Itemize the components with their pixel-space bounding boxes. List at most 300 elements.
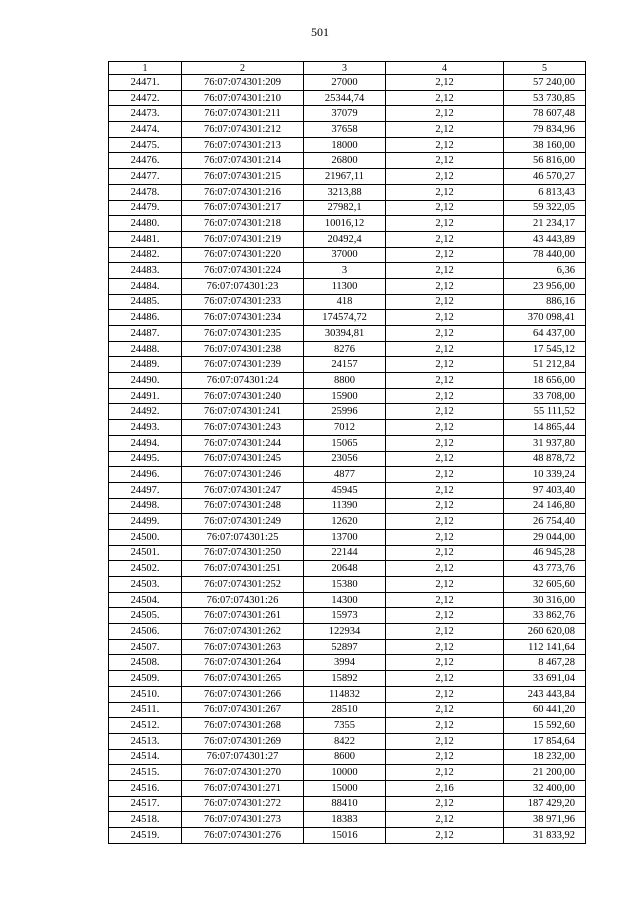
table-row [109,310,586,326]
table-row [109,718,586,734]
area-cell: 27000 [304,75,386,91]
table-row [109,184,586,200]
area-cell: 8800 [304,373,386,389]
area-cell: 37079 [304,106,386,122]
cadastral-number-cell: 76:07:074301:244 [182,435,304,451]
table-row [109,529,586,545]
area-cell: 12620 [304,514,386,530]
area-cell: 23056 [304,451,386,467]
cadastral-number-cell: 76:07:074301:239 [182,357,304,373]
cadastral-number-cell: 76:07:074301:217 [182,200,304,216]
rate-cell: 2,12 [386,451,504,467]
row-number-cell: 24499. [109,514,182,530]
table-row [109,733,586,749]
area-cell: 22144 [304,545,386,561]
amount-cell: 187 429,20 [504,796,586,812]
rate-cell: 2,12 [386,733,504,749]
rate-cell: 2,12 [386,373,504,389]
table-row [109,592,586,608]
amount-cell: 59 322,05 [504,200,586,216]
area-cell: 15016 [304,828,386,844]
cadastral-number-cell: 76:07:074301:219 [182,231,304,247]
amount-cell: 43 443,89 [504,231,586,247]
cadastral-number-cell: 76:07:074301:265 [182,671,304,687]
table-row [109,122,586,138]
row-number-cell: 24486. [109,310,182,326]
area-cell: 4877 [304,467,386,483]
amount-cell: 55 111,52 [504,404,586,420]
amount-cell: 46 570,27 [504,169,586,185]
area-cell: 88410 [304,796,386,812]
row-number-cell: 24473. [109,106,182,122]
rate-cell: 2,12 [386,749,504,765]
amount-cell: 29 044,00 [504,529,586,545]
row-number-cell: 24495. [109,451,182,467]
area-cell: 15000 [304,780,386,796]
cadastral-table [108,61,586,844]
cadastral-number-cell: 76:07:074301:224 [182,263,304,279]
table-row [109,655,586,671]
table-row [109,561,586,577]
rate-cell: 2,12 [386,765,504,781]
area-cell: 122934 [304,624,386,640]
amount-cell: 21 200,00 [504,765,586,781]
table-row [109,812,586,828]
row-number-cell: 24519. [109,828,182,844]
amount-cell: 43 773,76 [504,561,586,577]
row-number-cell: 24494. [109,435,182,451]
table-body [109,75,586,844]
row-number-cell: 24512. [109,718,182,734]
area-cell: 114832 [304,686,386,702]
cadastral-number-cell: 76:07:074301:234 [182,310,304,326]
cadastral-number-cell: 76:07:074301:276 [182,828,304,844]
area-cell: 25344,74 [304,90,386,106]
cadastral-number-cell: 76:07:074301:247 [182,482,304,498]
amount-cell: 64 437,00 [504,326,586,342]
rate-cell: 2,12 [386,200,504,216]
cadastral-number-cell: 76:07:074301:25 [182,529,304,545]
cadastral-number-cell: 76:07:074301:24 [182,373,304,389]
rate-cell: 2,12 [386,577,504,593]
cadastral-number-cell: 76:07:074301:213 [182,137,304,153]
cadastral-number-cell: 76:07:074301:26 [182,592,304,608]
cadastral-number-cell: 76:07:074301:209 [182,75,304,91]
area-cell: 28510 [304,702,386,718]
table-row [109,263,586,279]
cadastral-number-cell: 76:07:074301:211 [182,106,304,122]
rate-cell: 2,12 [386,420,504,436]
row-number-cell: 24497. [109,482,182,498]
cadastral-number-cell: 76:07:074301:210 [182,90,304,106]
amount-cell: 46 945,28 [504,545,586,561]
amount-cell: 60 441,20 [504,702,586,718]
row-number-cell: 24488. [109,341,182,357]
amount-cell: 6,36 [504,263,586,279]
table-row [109,357,586,373]
table-row [109,404,586,420]
row-number-cell: 24503. [109,577,182,593]
area-cell: 15380 [304,577,386,593]
amount-cell: 23 956,00 [504,278,586,294]
cadastral-number-cell: 76:07:074301:272 [182,796,304,812]
row-number-cell: 24476. [109,153,182,169]
amount-cell: 57 240,00 [504,75,586,91]
amount-cell: 260 620,08 [504,624,586,640]
area-cell: 37000 [304,247,386,263]
rate-cell: 2,12 [386,169,504,185]
area-cell: 8422 [304,733,386,749]
amount-cell: 48 878,72 [504,451,586,467]
area-cell: 52897 [304,639,386,655]
cadastral-number-cell: 76:07:074301:233 [182,294,304,310]
area-cell: 8276 [304,341,386,357]
area-cell: 3213,88 [304,184,386,200]
table-row [109,639,586,655]
row-number-cell: 24474. [109,122,182,138]
area-cell: 18383 [304,812,386,828]
table-row [109,608,586,624]
table-row [109,577,586,593]
rate-cell: 2,12 [386,122,504,138]
rate-cell: 2,12 [386,75,504,91]
amount-cell: 17 545,12 [504,341,586,357]
table-row [109,796,586,812]
rate-cell: 2,12 [386,137,504,153]
area-cell: 18000 [304,137,386,153]
amount-cell: 370 098,41 [504,310,586,326]
area-cell: 21967,11 [304,169,386,185]
row-number-cell: 24483. [109,263,182,279]
rate-cell: 2,16 [386,780,504,796]
table-row [109,671,586,687]
cadastral-number-cell: 76:07:074301:243 [182,420,304,436]
row-number-cell: 24479. [109,200,182,216]
table-row [109,749,586,765]
area-cell: 27982,1 [304,200,386,216]
amount-cell: 33 708,00 [504,388,586,404]
rate-cell: 2,12 [386,482,504,498]
rate-cell: 2,12 [386,388,504,404]
amount-cell: 24 146,80 [504,498,586,514]
amount-cell: 79 834,96 [504,122,586,138]
rate-cell: 2,12 [386,718,504,734]
row-number-cell: 24490. [109,373,182,389]
table-row [109,169,586,185]
row-number-cell: 24517. [109,796,182,812]
cadastral-number-cell: 76:07:074301:212 [182,122,304,138]
row-number-cell: 24515. [109,765,182,781]
rate-cell: 2,12 [386,341,504,357]
table-row [109,294,586,310]
table-row [109,90,586,106]
rate-cell: 2,12 [386,90,504,106]
row-number-cell: 24496. [109,467,182,483]
cadastral-number-cell: 76:07:074301:23 [182,278,304,294]
area-cell: 45945 [304,482,386,498]
column-header-4: 4 [386,62,504,75]
area-cell: 20648 [304,561,386,577]
row-number-cell: 24511. [109,702,182,718]
rate-cell: 2,12 [386,686,504,702]
cadastral-number-cell: 76:07:074301:218 [182,216,304,232]
row-number-cell: 24506. [109,624,182,640]
table-row [109,498,586,514]
table-row [109,435,586,451]
column-header-2: 2 [182,62,304,75]
amount-cell: 21 234,17 [504,216,586,232]
rate-cell: 2,12 [386,467,504,483]
rate-cell: 2,12 [386,608,504,624]
rate-cell: 2,12 [386,216,504,232]
cadastral-number-cell: 76:07:074301:246 [182,467,304,483]
cadastral-number-cell: 76:07:074301:262 [182,624,304,640]
area-cell: 30394,81 [304,326,386,342]
cadastral-number-cell: 76:07:074301:238 [182,341,304,357]
cadastral-number-cell: 76:07:074301:263 [182,639,304,655]
area-cell: 13700 [304,529,386,545]
table-row [109,326,586,342]
row-number-cell: 24500. [109,529,182,545]
column-header-3: 3 [304,62,386,75]
row-number-cell: 24492. [109,404,182,420]
table-row [109,278,586,294]
area-cell: 15065 [304,435,386,451]
rate-cell: 2,12 [386,671,504,687]
row-number-cell: 24501. [109,545,182,561]
row-number-cell: 24475. [109,137,182,153]
cadastral-number-cell: 76:07:074301:245 [182,451,304,467]
table-row [109,765,586,781]
row-number-cell: 24482. [109,247,182,263]
cadastral-number-cell: 76:07:074301:269 [182,733,304,749]
rate-cell: 2,12 [386,231,504,247]
area-cell: 7012 [304,420,386,436]
area-cell: 20492,4 [304,231,386,247]
row-number-cell: 24480. [109,216,182,232]
rate-cell: 2,12 [386,545,504,561]
row-number-cell: 24502. [109,561,182,577]
area-cell: 418 [304,294,386,310]
rate-cell: 2,12 [386,561,504,577]
table-row [109,373,586,389]
row-number-cell: 24498. [109,498,182,514]
area-cell: 14300 [304,592,386,608]
amount-cell: 51 212,84 [504,357,586,373]
area-cell: 15900 [304,388,386,404]
row-number-cell: 24472. [109,90,182,106]
column-header-5: 5 [504,62,586,75]
row-number-cell: 24489. [109,357,182,373]
table-row [109,247,586,263]
table-row [109,624,586,640]
page-number: 501 [311,25,329,39]
area-cell: 8600 [304,749,386,765]
cadastral-number-cell: 76:07:074301:248 [182,498,304,514]
table-row [109,420,586,436]
amount-cell: 30 316,00 [504,592,586,608]
cadastral-number-cell: 76:07:074301:251 [182,561,304,577]
row-number-cell: 24491. [109,388,182,404]
cadastral-number-cell: 76:07:074301:241 [182,404,304,420]
amount-cell: 243 443,84 [504,686,586,702]
rate-cell: 2,12 [386,702,504,718]
table-row [109,702,586,718]
row-number-cell: 24514. [109,749,182,765]
row-number-cell: 24487. [109,326,182,342]
cadastral-number-cell: 76:07:074301:268 [182,718,304,734]
cadastral-number-cell: 76:07:074301:27 [182,749,304,765]
table-row [109,231,586,247]
area-cell: 10000 [304,765,386,781]
row-number-cell: 24485. [109,294,182,310]
amount-cell: 26 754,40 [504,514,586,530]
row-number-cell: 24505. [109,608,182,624]
table-row [109,482,586,498]
amount-cell: 14 865,44 [504,420,586,436]
area-cell: 26800 [304,153,386,169]
table-row [109,153,586,169]
table-row [109,341,586,357]
cadastral-number-cell: 76:07:074301:216 [182,184,304,200]
table-row [109,137,586,153]
rate-cell: 2,12 [386,639,504,655]
rate-cell: 2,12 [386,106,504,122]
cadastral-number-cell: 76:07:074301:271 [182,780,304,796]
amount-cell: 8 467,28 [504,655,586,671]
amount-cell: 112 141,64 [504,639,586,655]
table-row [109,828,586,844]
table-row [109,200,586,216]
area-cell: 7355 [304,718,386,734]
row-number-cell: 24513. [109,733,182,749]
cadastral-number-cell: 76:07:074301:266 [182,686,304,702]
cadastral-number-cell: 76:07:074301:235 [182,326,304,342]
amount-cell: 38 971,96 [504,812,586,828]
row-number-cell: 24507. [109,639,182,655]
table-row [109,216,586,232]
row-number-cell: 24478. [109,184,182,200]
rate-cell: 2,12 [386,153,504,169]
area-cell: 37658 [304,122,386,138]
table-row [109,451,586,467]
rate-cell: 2,12 [386,498,504,514]
rate-cell: 2,12 [386,357,504,373]
area-cell: 3 [304,263,386,279]
area-cell: 15973 [304,608,386,624]
rate-cell: 2,12 [386,326,504,342]
rate-cell: 2,12 [386,529,504,545]
rate-cell: 2,12 [386,655,504,671]
area-cell: 3994 [304,655,386,671]
amount-cell: 31 833,92 [504,828,586,844]
row-number-cell: 24481. [109,231,182,247]
table-row [109,686,586,702]
rate-cell: 2,12 [386,294,504,310]
table-row [109,467,586,483]
row-number-cell: 24493. [109,420,182,436]
area-cell: 25996 [304,404,386,420]
area-cell: 174574,72 [304,310,386,326]
cadastral-number-cell: 76:07:074301:264 [182,655,304,671]
column-header-1: 1 [109,62,182,75]
cadastral-number-cell: 76:07:074301:220 [182,247,304,263]
cadastral-number-cell: 76:07:074301:240 [182,388,304,404]
rate-cell: 2,12 [386,184,504,200]
amount-cell: 38 160,00 [504,137,586,153]
table-row [109,75,586,91]
row-number-cell: 24516. [109,780,182,796]
cadastral-number-cell: 76:07:074301:250 [182,545,304,561]
amount-cell: 78 440,00 [504,247,586,263]
area-cell: 24157 [304,357,386,373]
table-row [109,388,586,404]
row-number-cell: 24510. [109,686,182,702]
table-row [109,514,586,530]
table-header-row [109,62,586,75]
amount-cell: 18 656,00 [504,373,586,389]
row-number-cell: 24504. [109,592,182,608]
rate-cell: 2,12 [386,404,504,420]
amount-cell: 886,16 [504,294,586,310]
row-number-cell: 24508. [109,655,182,671]
rate-cell: 2,12 [386,310,504,326]
cadastral-number-cell: 76:07:074301:249 [182,514,304,530]
cadastral-number-cell: 76:07:074301:267 [182,702,304,718]
cadastral-number-cell: 76:07:074301:252 [182,577,304,593]
amount-cell: 97 403,40 [504,482,586,498]
rate-cell: 2,12 [386,514,504,530]
rate-cell: 2,12 [386,828,504,844]
cadastral-number-cell: 76:07:074301:273 [182,812,304,828]
row-number-cell: 24518. [109,812,182,828]
table-row [109,780,586,796]
area-cell: 11390 [304,498,386,514]
amount-cell: 31 937,80 [504,435,586,451]
rate-cell: 2,12 [386,624,504,640]
cadastral-number-cell: 76:07:074301:270 [182,765,304,781]
amount-cell: 33 862,76 [504,608,586,624]
amount-cell: 6 813,43 [504,184,586,200]
rate-cell: 2,12 [386,796,504,812]
cadastral-number-cell: 76:07:074301:261 [182,608,304,624]
amount-cell: 56 816,00 [504,153,586,169]
amount-cell: 32 400,00 [504,780,586,796]
amount-cell: 15 592,60 [504,718,586,734]
area-cell: 15892 [304,671,386,687]
amount-cell: 78 607,48 [504,106,586,122]
table-row [109,545,586,561]
amount-cell: 18 232,00 [504,749,586,765]
area-cell: 10016,12 [304,216,386,232]
rate-cell: 2,12 [386,278,504,294]
rate-cell: 2,12 [386,592,504,608]
row-number-cell: 24471. [109,75,182,91]
rate-cell: 2,12 [386,435,504,451]
rate-cell: 2,12 [386,247,504,263]
amount-cell: 32 605,60 [504,577,586,593]
amount-cell: 33 691,04 [504,671,586,687]
cadastral-number-cell: 76:07:074301:215 [182,169,304,185]
row-number-cell: 24477. [109,169,182,185]
cadastral-number-cell: 76:07:074301:214 [182,153,304,169]
row-number-cell: 24509. [109,671,182,687]
amount-cell: 10 339,24 [504,467,586,483]
amount-cell: 17 854,64 [504,733,586,749]
row-number-cell: 24484. [109,278,182,294]
area-cell: 11300 [304,278,386,294]
amount-cell: 53 730,85 [504,90,586,106]
